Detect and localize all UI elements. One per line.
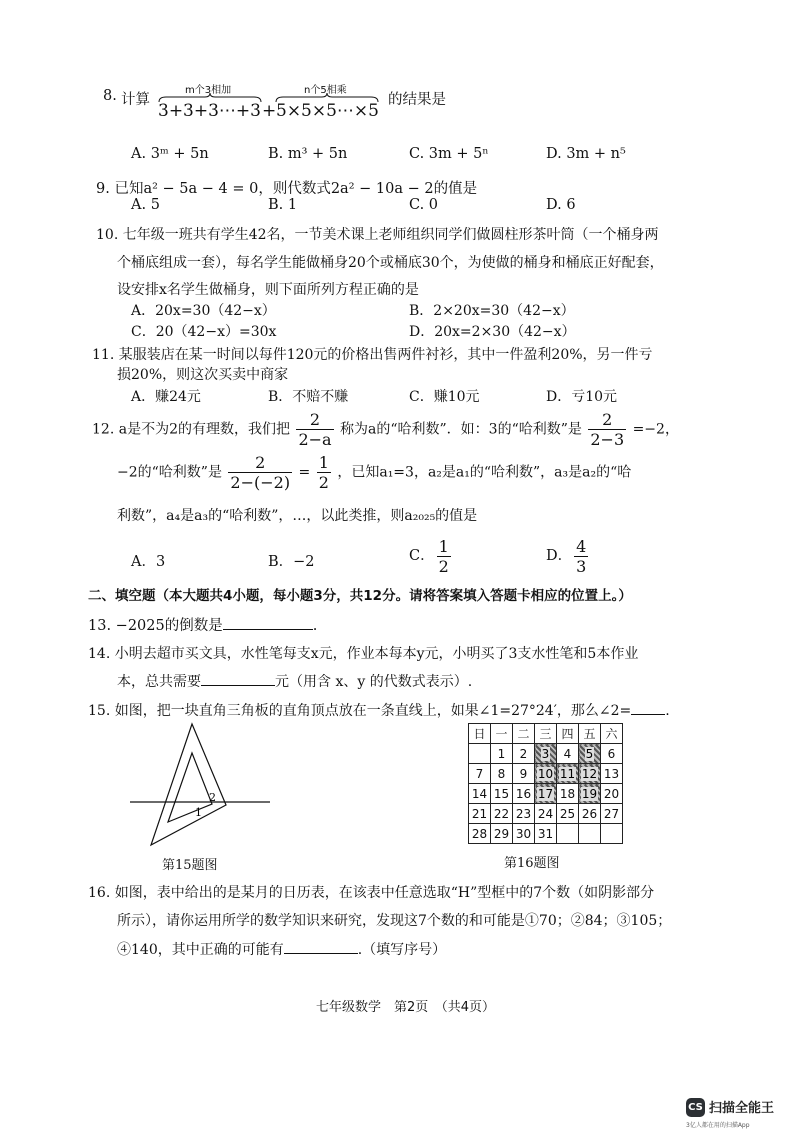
calendar-cell: 21 xyxy=(469,804,491,824)
q9-option-d: D. 6 xyxy=(546,197,576,213)
calendar-cell: 15 xyxy=(491,784,513,804)
q12-option-c xyxy=(409,536,453,576)
q8-number: 8. xyxy=(103,88,117,104)
q13-text: 13. −2025的倒数是 xyxy=(88,618,223,634)
q12-option-d xyxy=(546,536,590,576)
calendar-cell: 20 xyxy=(601,784,623,804)
calendar-cell xyxy=(535,784,557,804)
fraction-denominator: 2−(−2) xyxy=(230,473,291,492)
calendar-row xyxy=(469,804,623,824)
q12-fraction-harry xyxy=(296,410,333,449)
fraction-numerator: 2 xyxy=(296,410,333,430)
q12-text-e: ，已知a₁=3，a₂是a₁的“哈利数”，a₃是a₂的“哈 xyxy=(337,464,632,481)
q9-option-a: A. 5 xyxy=(131,197,160,213)
q8-option-d: D. 3m + n⁵ xyxy=(546,146,626,162)
calendar-row xyxy=(469,784,623,804)
q14-answer-blank[interactable] xyxy=(201,671,275,686)
fraction-numerator: 1 xyxy=(318,453,329,472)
q15-text: 15. 如图，把一块直角三角板的直角顶点放在一条直线上，如果∠1=27°24′，那么∠2= xyxy=(88,703,632,719)
calendar-weekday: 六 xyxy=(601,724,623,744)
calendar-weekday: 四 xyxy=(557,724,579,744)
calendar-cell: 31 xyxy=(535,824,557,844)
calendar-table xyxy=(468,723,623,844)
q14-text-a: 本，总共需要 xyxy=(117,674,201,690)
fraction-denominator: 2 xyxy=(438,556,449,576)
q8-suffix: 的结果是 xyxy=(388,92,446,108)
calendar-cell xyxy=(535,744,557,764)
calendar-cell xyxy=(579,764,601,784)
calendar-cell-value: 17 xyxy=(537,786,554,801)
q12-line1 xyxy=(92,410,679,449)
calendar-cell: 13 xyxy=(601,764,623,784)
calendar-row xyxy=(469,764,623,784)
calendar-cell xyxy=(557,824,579,844)
calendar-cell: 9 xyxy=(513,764,535,784)
fraction-numerator: 4 xyxy=(576,536,587,556)
calendar-weekday: 三 xyxy=(535,724,557,744)
fig15-caption: 第15题图 xyxy=(162,858,218,873)
fig16-caption: 第16题图 xyxy=(504,856,560,871)
q11-option-b: B．不赔不赚 xyxy=(268,389,349,405)
q13 xyxy=(88,614,317,635)
calendar-row xyxy=(469,744,623,764)
calendar-cell xyxy=(579,784,601,804)
q12-line2 xyxy=(117,453,631,492)
fraction-numerator: 2 xyxy=(588,410,626,430)
calendar-cell-value: 12 xyxy=(581,766,598,781)
calendar-cell xyxy=(579,824,601,844)
q10-line2: 个桶底组成一套），每名学生能做桶身20个或桶底30个，为使做的桶身和桶底正好配套， xyxy=(117,255,664,271)
q8-brace1-label: m个3相加 xyxy=(185,85,232,96)
calendar-cell: 1 xyxy=(491,744,513,764)
calendar-cell xyxy=(557,764,579,784)
calendar-cell-value: 5 xyxy=(585,746,594,761)
q8-option-c: C. 3m + 5ⁿ xyxy=(409,146,489,162)
q10-option-c: C．20（42−x）=30x xyxy=(131,324,277,340)
calendar-cell xyxy=(601,824,623,844)
calendar-cell: 27 xyxy=(601,804,623,824)
q10-option-b: B．2×20x=30（42−x） xyxy=(409,303,575,319)
calendar-cell-value: 11 xyxy=(559,766,576,781)
q8-brace1-expr: 3+3+3⋯+3 xyxy=(158,101,261,121)
q10-line3: 设安排x名学生做桶身，则下面所列方程正确的是 xyxy=(117,282,419,298)
q13-end: . xyxy=(312,618,318,634)
calendar-weekday: 二 xyxy=(513,724,535,744)
calendar-cell: 8 xyxy=(491,764,513,784)
q15-answer-blank[interactable] xyxy=(631,700,665,715)
q9-option-b: B. 1 xyxy=(268,197,298,213)
triangle-outer xyxy=(151,724,226,845)
fraction-denominator: 2−a xyxy=(298,430,332,449)
calendar-row xyxy=(469,824,623,844)
q12-fraction-half xyxy=(317,453,331,492)
angle-1-label: 1 xyxy=(195,806,202,819)
q8-prefix: 计算 xyxy=(121,92,150,108)
q8-brace2-label: n个5相乘 xyxy=(304,85,347,96)
option-fraction xyxy=(574,537,588,576)
calendar-cell xyxy=(469,744,491,764)
q12-text-b: 称为a的“哈利数”．如：3的“哈利数”是 xyxy=(340,421,582,438)
calendar-cell: 18 xyxy=(557,784,579,804)
option-label: D． xyxy=(546,548,573,564)
q10-line1: 10. 七年级一班共有学生42名，一节美术课上老师组织同学们做圆柱形茶叶筒（一个桶身两 xyxy=(96,227,659,243)
calendar-cell: 6 xyxy=(601,744,623,764)
q14-text-b: 元（用含 x、y 的代数式表示）. xyxy=(275,674,473,690)
fraction-numerator: 1 xyxy=(438,536,449,556)
q8-option-a: A. 3ᵐ + 5n xyxy=(131,146,209,162)
angle-2-label: 2 xyxy=(209,791,216,804)
q16-line1: 16. 如图，表中给出的是某月的日历表，在该表中任意选取“H”型框中的7个数（如阴影部分 xyxy=(88,885,655,901)
q10-option-a: A．20x=30（42−x） xyxy=(131,303,276,319)
calendar-cell: 30 xyxy=(513,824,535,844)
fraction-denominator: 3 xyxy=(576,556,587,576)
q12-fraction-example1 xyxy=(588,410,626,449)
q12-equals: = xyxy=(298,464,311,481)
fraction-denominator: 2−3 xyxy=(590,430,625,449)
q12-text-c: =−2， xyxy=(632,421,679,438)
q16-text-b: .（填写序号） xyxy=(357,942,447,958)
q12-option-a: A．3 xyxy=(131,554,166,570)
camscanner-tagline: 3亿人都在用的扫描App xyxy=(686,1122,750,1129)
calendar-weekday: 五 xyxy=(579,724,601,744)
q16-answer-blank[interactable] xyxy=(284,939,358,954)
q11-line1: 11. 某服装店在某一时间以每件120元的价格出售两件衬衫，其中一件盈利20%，另一件亏 xyxy=(92,347,653,363)
calendar-cell: 7 xyxy=(469,764,491,784)
q14-line1: 14. 小明去超市买文具，水性笔每支x元，作业本每本y元，小明买了3支水性笔和5本作业 xyxy=(88,646,639,662)
camscanner-logo-icon: CS xyxy=(686,1098,705,1117)
calendar-cell: 4 xyxy=(557,744,579,764)
q8-brace2-expr: 5×5×5⋯×5 xyxy=(276,101,379,121)
q10-option-d: D．20x=2×30（42−x） xyxy=(409,324,576,340)
calendar-cell: 28 xyxy=(469,824,491,844)
triangle-inner xyxy=(168,753,212,822)
fraction-denominator: 2 xyxy=(318,473,329,492)
q11-option-a: A．赚24元 xyxy=(131,389,201,405)
q16-line2: 所示），请你运用所学的数学知识来研究，发现这7个数的和可能是①70；②84；③105； xyxy=(117,913,672,929)
calendar-cell-value: 10 xyxy=(537,766,554,781)
calendar-cell: 26 xyxy=(579,804,601,824)
q11-option-d: D．亏10元 xyxy=(546,389,618,405)
calendar-cell: 29 xyxy=(491,824,513,844)
q8-option-b: B. m³ + 5n xyxy=(268,146,348,162)
page-footer: 七年级数学 第2页 （共4页） xyxy=(316,1000,496,1015)
calendar-cell: 16 xyxy=(513,784,535,804)
calendar-weekday: 一 xyxy=(491,724,513,744)
calendar-cell: 14 xyxy=(469,784,491,804)
q11-option-c: C．赚10元 xyxy=(409,389,480,405)
calendar-cell-value: 3 xyxy=(541,746,550,761)
calendar-cell xyxy=(535,764,557,784)
section-heading: 二、填空题（本大题共4小题，每小题3分，共12分。请将答案填入答题卡相应的位置上。） xyxy=(88,588,632,604)
calendar-cell: 24 xyxy=(535,804,557,824)
q11-line2: 损20%，则这次买卖中商家 xyxy=(117,367,289,383)
calendar-cell: 23 xyxy=(513,804,535,824)
q9-option-c: C. 0 xyxy=(409,197,439,213)
q16-line3 xyxy=(117,939,446,959)
calendar-cell-value: 19 xyxy=(581,786,598,801)
option-fraction xyxy=(437,537,451,576)
q13-answer-blank[interactable] xyxy=(223,615,313,630)
q14-line2 xyxy=(117,671,472,691)
q12-text-d: −2的“哈利数”是 xyxy=(117,464,222,481)
option-label: C． xyxy=(409,548,435,564)
q8-plus: + xyxy=(262,101,277,121)
q15 xyxy=(88,700,670,720)
q15-end: . xyxy=(665,703,670,719)
calendar-cell xyxy=(579,744,601,764)
q12-line3: 利数”，a₄是a₃的“哈利数”，…，以此类推，则a₂₀₂₅的值是 xyxy=(117,508,478,524)
q9-text: 9. 已知a² − 5a − 4 = 0，则代数式2a² − 10a − 2的值是 xyxy=(96,181,478,197)
q12-fraction-example2 xyxy=(228,453,292,492)
fraction-numerator: 2 xyxy=(228,453,292,473)
q12-number: 12. xyxy=(92,421,115,438)
calendar-cell: 22 xyxy=(491,804,513,824)
fig15-diagram xyxy=(128,722,278,850)
calendar-cell: 25 xyxy=(557,804,579,824)
q12-text-a: a是不为2的有理数，我们把 xyxy=(118,421,290,438)
calendar-header-row xyxy=(469,724,623,744)
calendar-cell: 2 xyxy=(513,744,535,764)
q16-text-a: ④140，其中正确的可能有 xyxy=(117,942,284,958)
q12-option-b: B．−2 xyxy=(268,554,315,570)
camscanner-name: 扫描全能王 xyxy=(709,1101,775,1116)
calendar-weekday: 日 xyxy=(469,724,491,744)
